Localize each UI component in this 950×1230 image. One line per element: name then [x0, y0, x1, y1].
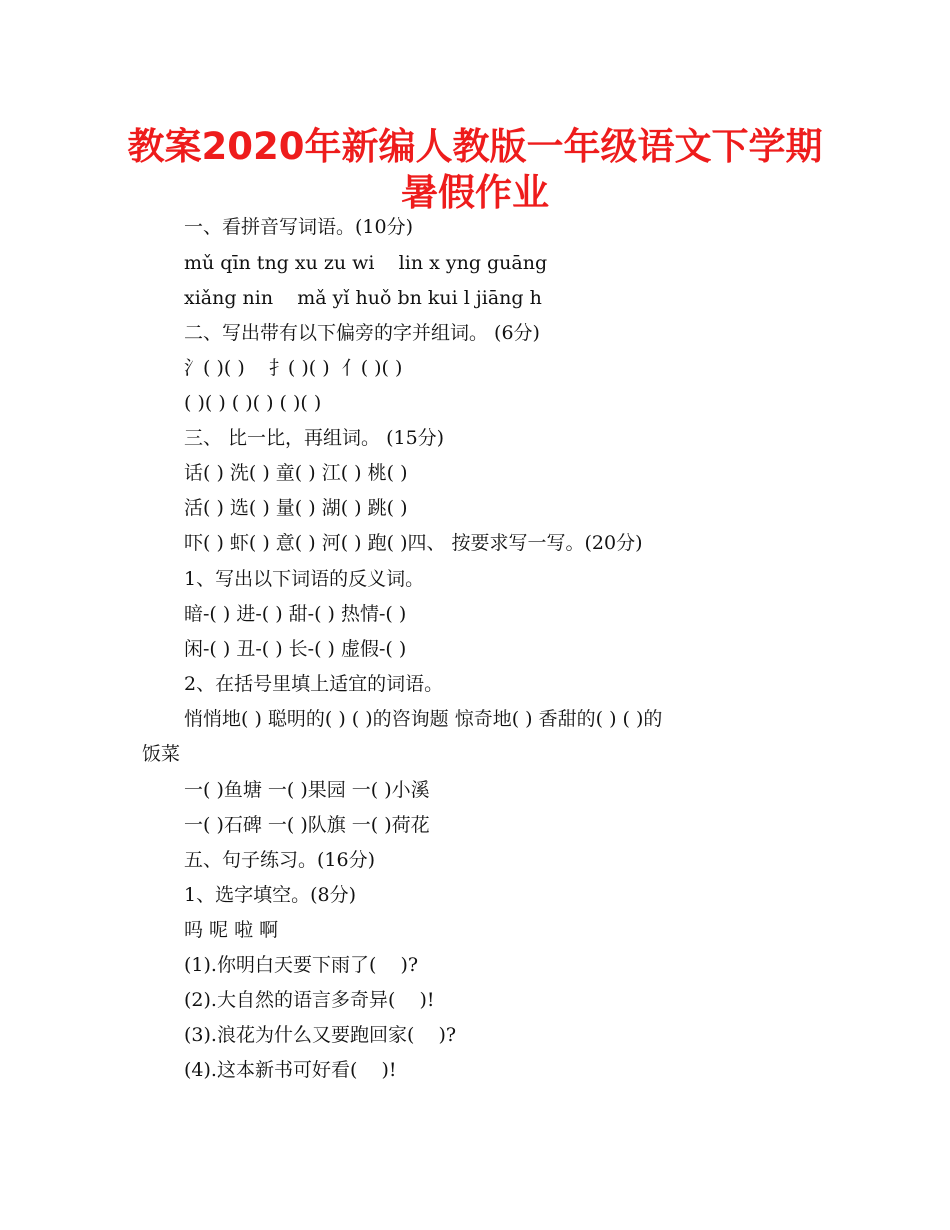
antonym-line-1: 暗-( ) 进-( ) 甜-( ) 热情-( ) [184, 603, 407, 625]
choose-word-heading: 1、选字填空。(8分) [184, 884, 357, 906]
radical-line-2: ( )( ) ( )( ) ( )( ) [184, 392, 322, 414]
measure-word-line-2: 一( )石碑 一( )队旗 一( )荷花 [184, 814, 430, 836]
sentence-1: (1).你明白天要下雨了( )? [184, 954, 419, 976]
compare-line-2: 活( ) 选( ) 量( ) 湖( ) 跳( ) [184, 497, 408, 519]
antonym-line-2: 闲-( ) 丑-( ) 长-( ) 虚假-( ) [184, 638, 407, 660]
section-2-heading: 二、写出带有以下偏旁的字并组词。 (6分) [184, 322, 540, 344]
document-title-line-1: 教案2020年新编人教版一年级语文下学期 [127, 125, 823, 168]
measure-word-line-1: 一( )鱼塘 一( )果园 一( )小溪 [184, 779, 430, 801]
fill-words-heading: 2、在括号里填上适宜的词语。 [184, 673, 444, 695]
sentence-3: (3).浪花为什么又要跑回家( )? [184, 1024, 457, 1046]
sentence-4: (4).这本新书可好看( )! [184, 1059, 397, 1081]
compare-line-3: 吓( ) 虾( ) 意( ) 河( ) 跑( )四、 按要求写一写。(20分) [184, 532, 643, 554]
section-1-heading: 一、看拼音写词语。(10分) [184, 216, 414, 238]
fill-words-line-1-continued: 饭菜 [142, 743, 181, 765]
pinyin-line-2: xiǎng nin mǎ yǐ huǒ bn kui l jiāng h [184, 287, 542, 309]
fill-words-line-1: 悄悄地( ) 聪明的( ) ( )的咨询题 惊奇地( ) 香甜的( ) ( )的 [184, 708, 663, 730]
section-5-heading: 五、句子练习。(16分) [184, 849, 376, 871]
document-title-line-2: 暑假作业 [401, 171, 549, 214]
compare-line-1: 话( ) 洗( ) 童( ) 江( ) 桃( ) [184, 462, 408, 484]
section-3-heading: 三、 比一比，再组词。 (15分) [184, 427, 445, 449]
pinyin-line-1: mǔ qīn tng xu zu wi lin x yng guāng [184, 252, 548, 274]
radical-line-1: 氵( )( ) 扌( )( ) 亻( )( ) [184, 357, 403, 379]
word-choices: 吗 呢 啦 啊 [184, 919, 279, 941]
antonym-heading: 1、写出以下词语的反义词。 [184, 568, 425, 590]
sentence-2: (2).大自然的语言多奇异( )! [184, 989, 435, 1011]
